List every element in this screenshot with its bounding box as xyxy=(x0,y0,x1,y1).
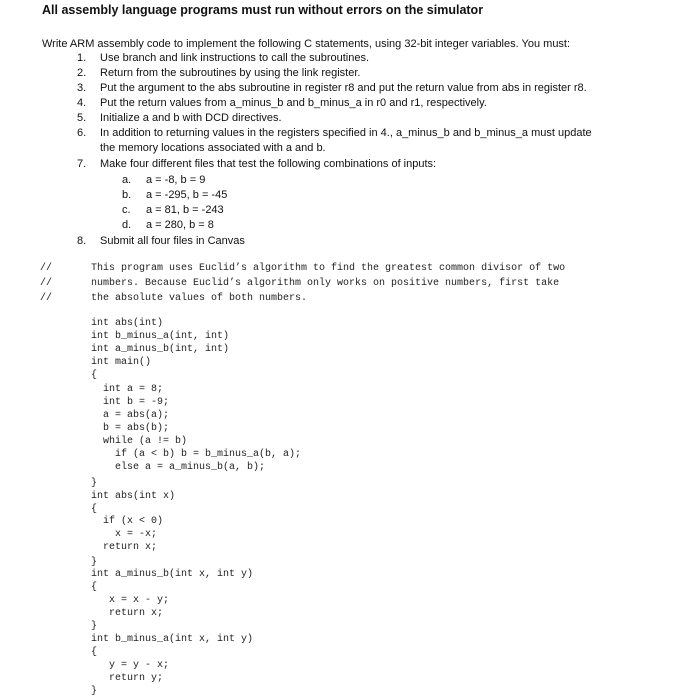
item-text: In addition to returning values in the registers specified in 4., a_minus_b and b_minus_a must update xyxy=(100,127,592,139)
item-text: Return from the subroutines by using the link register. xyxy=(100,67,361,79)
comment-text: This program uses Euclid’s algorithm to find the greatest common divisor of two xyxy=(91,263,566,274)
item-text: the memory locations associated with a and b. xyxy=(100,142,326,154)
test-case-letter: d. xyxy=(122,219,132,231)
item-number: 3. xyxy=(77,82,87,94)
comment-text: numbers. Because Euclid’s algorithm only works on positive numbers, first take xyxy=(91,278,560,289)
code-line: int a = 8; xyxy=(91,384,164,395)
code-line: while (a != b) xyxy=(91,436,188,447)
code-line: if (x < 0) xyxy=(91,516,164,527)
item-number: 1. xyxy=(77,52,87,64)
code-line: } xyxy=(91,686,98,697)
code-line: int abs(int x) xyxy=(91,491,176,502)
item-text: Put the return values from a_minus_b and b_minus_a in r0 and r1, respectively. xyxy=(100,97,487,109)
instructions-intro: Write ARM assembly code to implement the following C statements, using 32-bit integer variables. You must: xyxy=(42,38,571,50)
item-text: Make four different files that test the following combinations of inputs: xyxy=(100,158,437,170)
test-case-text: a = 280, b = 8 xyxy=(146,219,214,231)
code-line: int b_minus_a(int, int) xyxy=(91,331,230,342)
code-line: { xyxy=(91,647,98,658)
code-line: int a_minus_b(int x, int y) xyxy=(91,569,254,580)
item-number: 4. xyxy=(77,97,87,109)
code-line: return x; xyxy=(91,608,164,619)
item-text: Submit all four files in Canvas xyxy=(100,235,245,247)
code-line: x = -x; xyxy=(91,529,158,540)
code-line: int b_minus_a(int x, int y) xyxy=(91,634,254,645)
item-text: Initialize a and b with DCD directives. xyxy=(100,112,282,124)
code-line: { xyxy=(91,504,98,515)
code-line: x = x - y; xyxy=(91,595,170,606)
item-number: 6. xyxy=(77,127,87,139)
assignment-title: All assembly language programs must run without errors on the simulator xyxy=(42,3,484,17)
test-case-text: a = -295, b = -45 xyxy=(146,189,228,201)
code-line: } xyxy=(91,621,98,632)
item-number: 5. xyxy=(77,112,87,124)
code-line: int main() xyxy=(91,357,152,368)
code-line: } xyxy=(91,478,98,489)
code-line: } xyxy=(91,557,98,568)
comment-marker: // xyxy=(40,263,53,274)
item-text: Put the argument to the abs subroutine in register r8 and put the return value from abs in register r8. xyxy=(100,82,587,94)
code-line: { xyxy=(91,582,98,593)
code-line: int b = -9; xyxy=(91,397,170,408)
code-line: else a = a_minus_b(a, b); xyxy=(91,462,266,473)
code-line: int a_minus_b(int, int) xyxy=(91,344,230,355)
code-line: return y; xyxy=(91,673,164,684)
comment-marker: // xyxy=(40,278,53,289)
code-line: int abs(int) xyxy=(91,318,164,329)
item-number: 2. xyxy=(77,67,87,79)
item-number: 8. xyxy=(77,235,87,247)
test-case-letter: c. xyxy=(122,204,131,216)
code-line: if (a < b) b = b_minus_a(b, a); xyxy=(91,449,302,460)
code-line: y = y - x; xyxy=(91,660,170,671)
test-case-text: a = -8, b = 9 xyxy=(146,174,206,186)
test-case-letter: a. xyxy=(122,174,132,186)
comment-marker: // xyxy=(40,293,53,304)
test-case-text: a = 81, b = -243 xyxy=(146,204,224,216)
item-number: 7. xyxy=(77,158,87,170)
comment-text: the absolute values of both numbers. xyxy=(91,293,308,304)
code-line: b = abs(b); xyxy=(91,423,170,434)
code-line: return x; xyxy=(91,542,158,553)
code-line: { xyxy=(91,370,98,381)
item-text: Use branch and link instructions to call the subroutines. xyxy=(100,52,370,64)
code-line: a = abs(a); xyxy=(91,410,170,421)
test-case-letter: b. xyxy=(122,189,132,201)
